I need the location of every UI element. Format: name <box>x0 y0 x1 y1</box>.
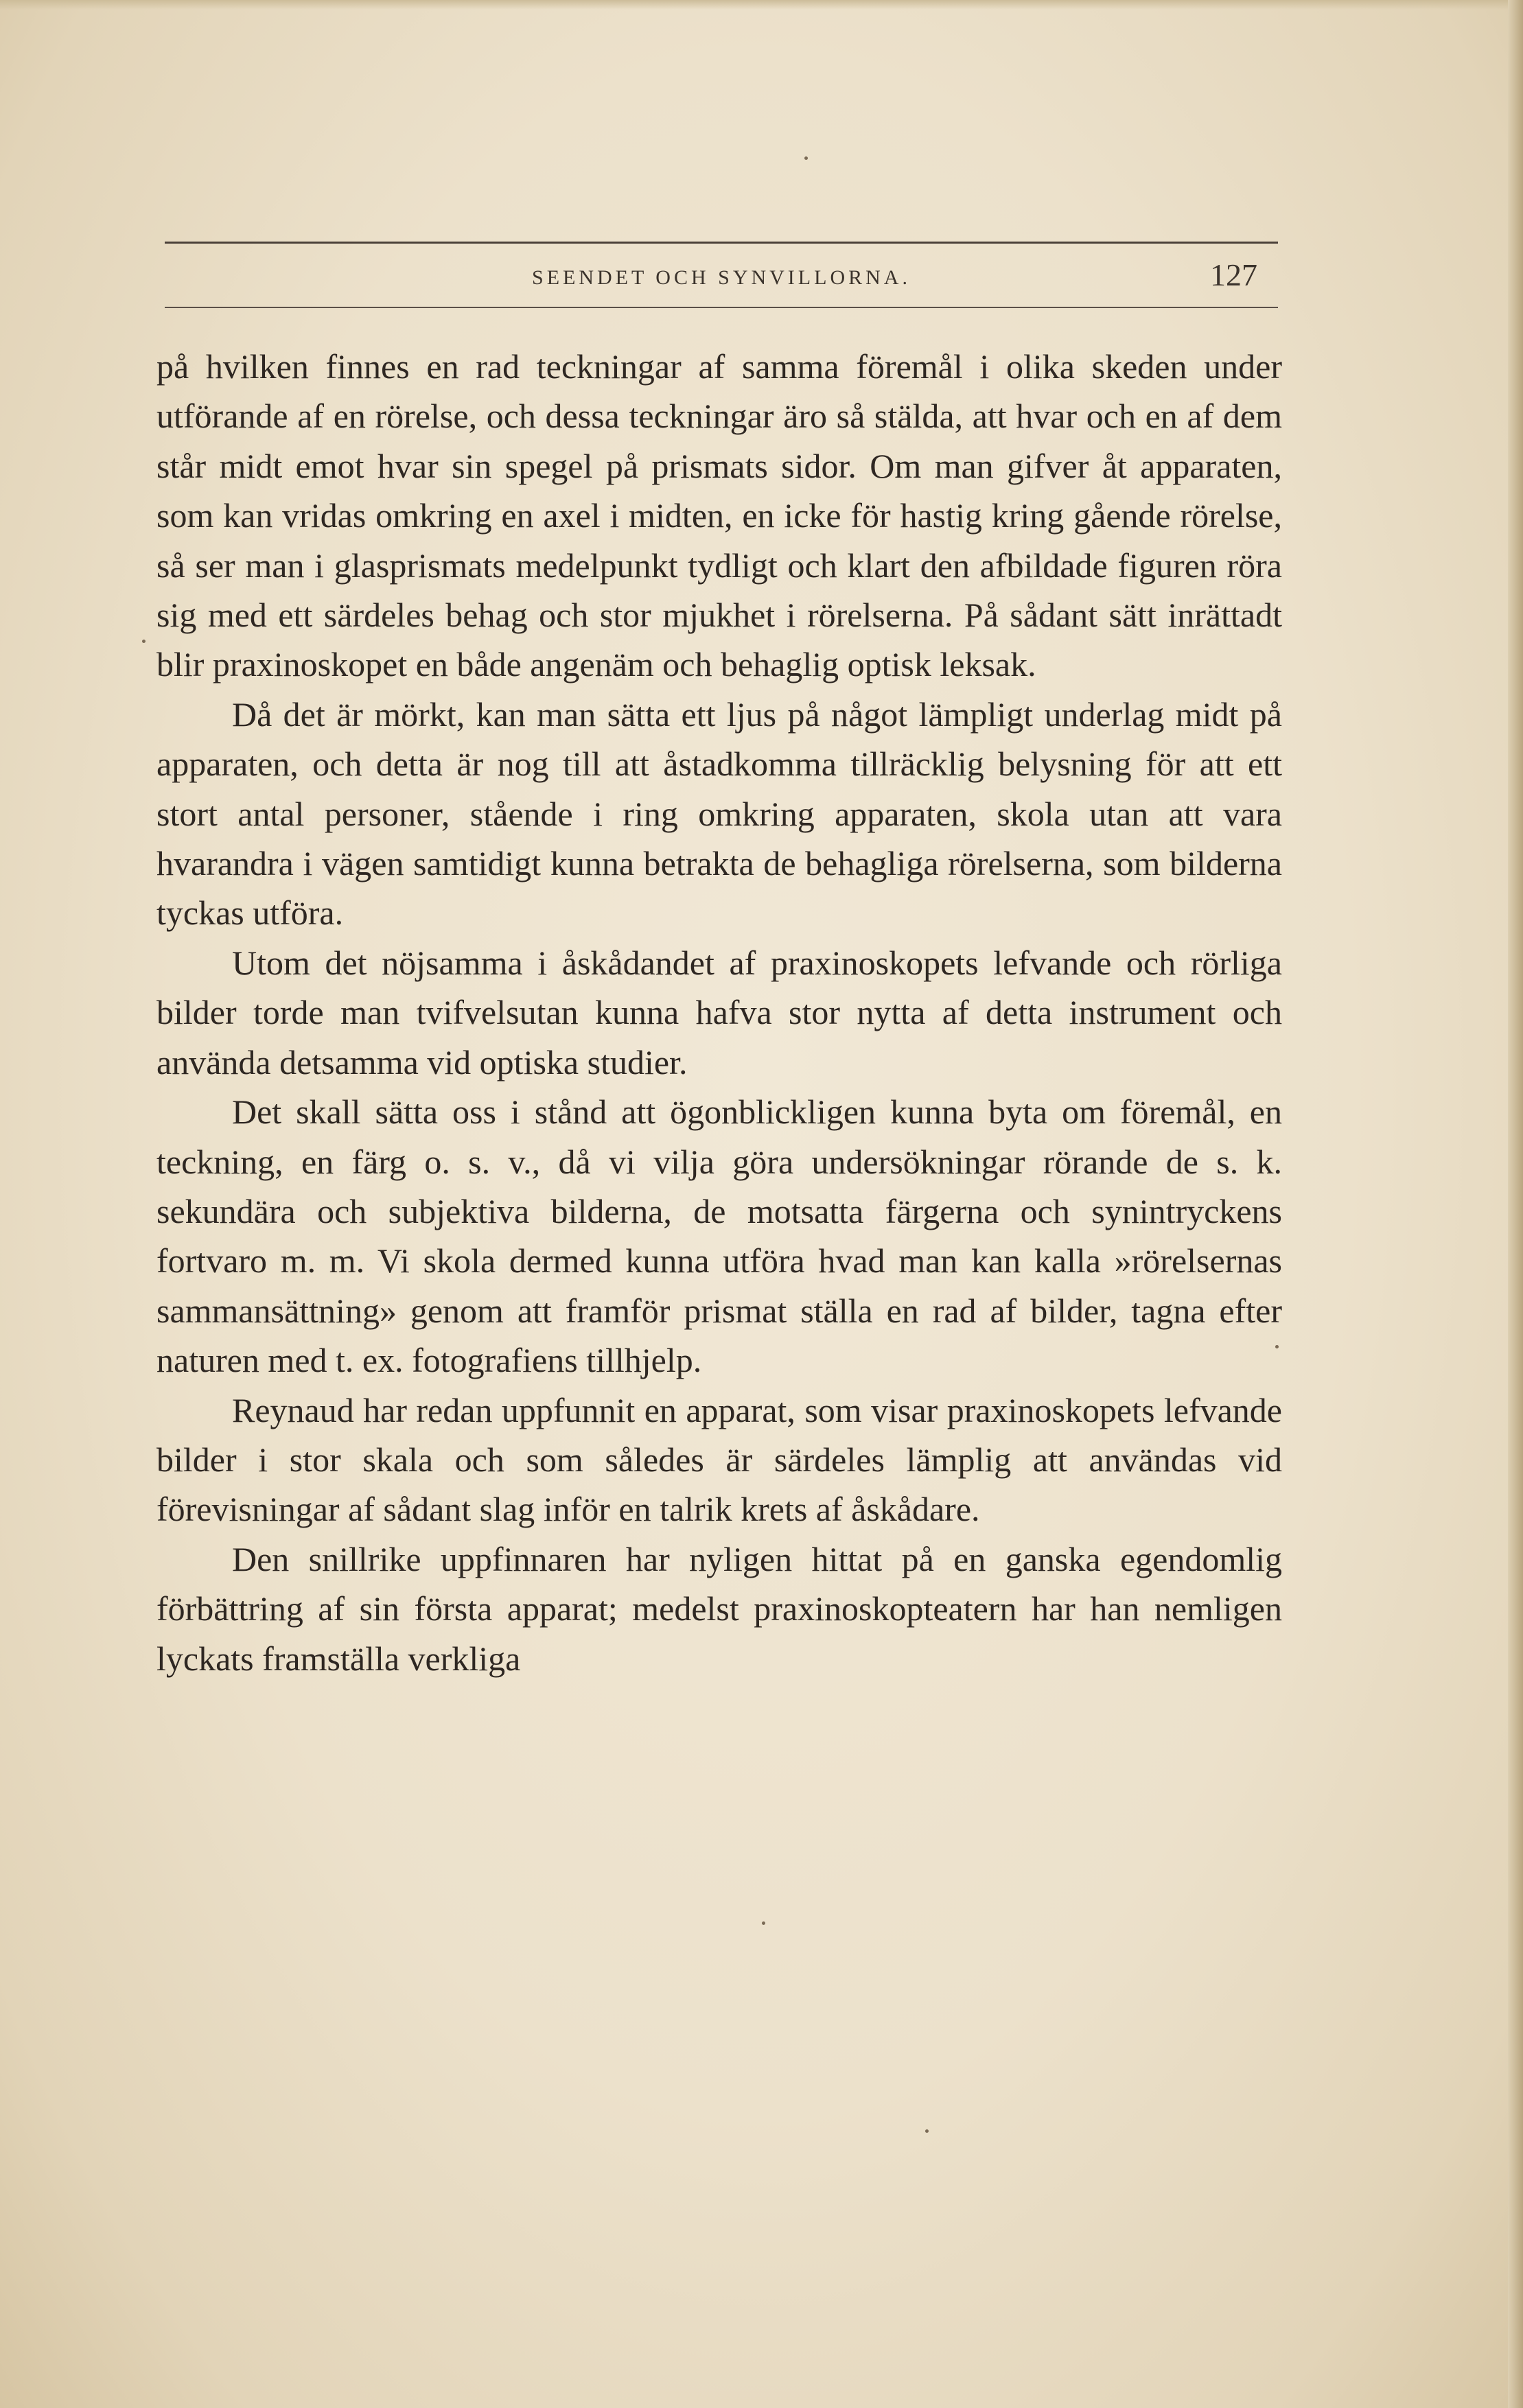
paper-speck <box>762 1921 765 1925</box>
page-right-edge <box>1508 0 1523 2408</box>
running-head <box>165 255 1278 296</box>
body-text <box>156 342 1282 1683</box>
paragraph-4: Det skall sätta oss i stånd att ögonblickligen kunna byta om föremål, en teckning, en färg o. s. v., då vi vilja göra undersökningar rörande de s. k. sekundära och subjektiva bilderna, de motsatta färgerna och synintryckens fortvaro m. m. Vi skola dermed kunna utföra hvad man kan kalla »rörelsernas sammansättning» genom att framför prismat ställa en rad af bilder, tagna efter naturen med t. ex. fotografiens tillhjelp. <box>156 1092 1282 1380</box>
paragraph-1: på hvilken finnes en rad teckningar af samma föremål i olika skeden under utförande af en rörelse, och dessa teckningar äro så stälda, att hvar och en af dem står midt emot hvar sin spegel på prismats sidor. Om man gifver åt apparaten, som kan vridas omkring en axel i midten, en icke för hastig kring gående rörelse, så ser man i glasprismats medelpunkt tydligt och klart den afbildade figuren röra sig med ett särdeles behag och stor mjukhet i rörelserna. På sådant sätt inrättadt blir praxinoskopet en både angenäm och behaglig optisk leksak. <box>156 347 1282 684</box>
page-number: 127 <box>1210 257 1257 292</box>
paragraph-5: Reynaud har redan uppfunnit en apparat, som visar praxinoskopets lefvande bilder i stor skala och som således är särdeles lämplig att användas vid förevisningar af sådant slag inför en talrik krets af åskådare. <box>156 1390 1282 1529</box>
running-title: SEENDET OCH SYNVILLORNA. <box>532 266 911 289</box>
header-rule-top <box>165 242 1278 244</box>
header-rule-bottom <box>165 307 1278 308</box>
paper-speck <box>1275 1345 1279 1348</box>
paragraph-2: Då det är mörkt, kan man sätta ett ljus på något lämpligt underlag midt på apparaten, och detta är nog till att åstadkomma tillräcklig belysning för att ett stort antal personer, stående i ring omkring apparaten, skola utan att vara hvarandra i vägen samtidigt kunna betrakta de behagliga rörelserna, som bilderna tyckas utföra. <box>156 694 1282 933</box>
paragraph-3: Utom det nöjsamma i åskådandet af praxinoskopets lefvande och rörliga bilder torde man tvifvelsutan kunna hafva stor nytta af detta instrument och använda detsamma vid optiska studier. <box>156 943 1282 1082</box>
paragraph-6: Den snillrike uppfinnaren har nyligen hittat på en ganska egendomlig förbättring af sin första apparat; medelst praxinoskopteatern har han nemligen lyckats framställa verkliga <box>156 1539 1282 1678</box>
paper-speck <box>804 156 808 160</box>
page-top-edge <box>0 0 1523 10</box>
paper-speck <box>142 640 146 643</box>
paper-speck <box>925 2129 929 2133</box>
